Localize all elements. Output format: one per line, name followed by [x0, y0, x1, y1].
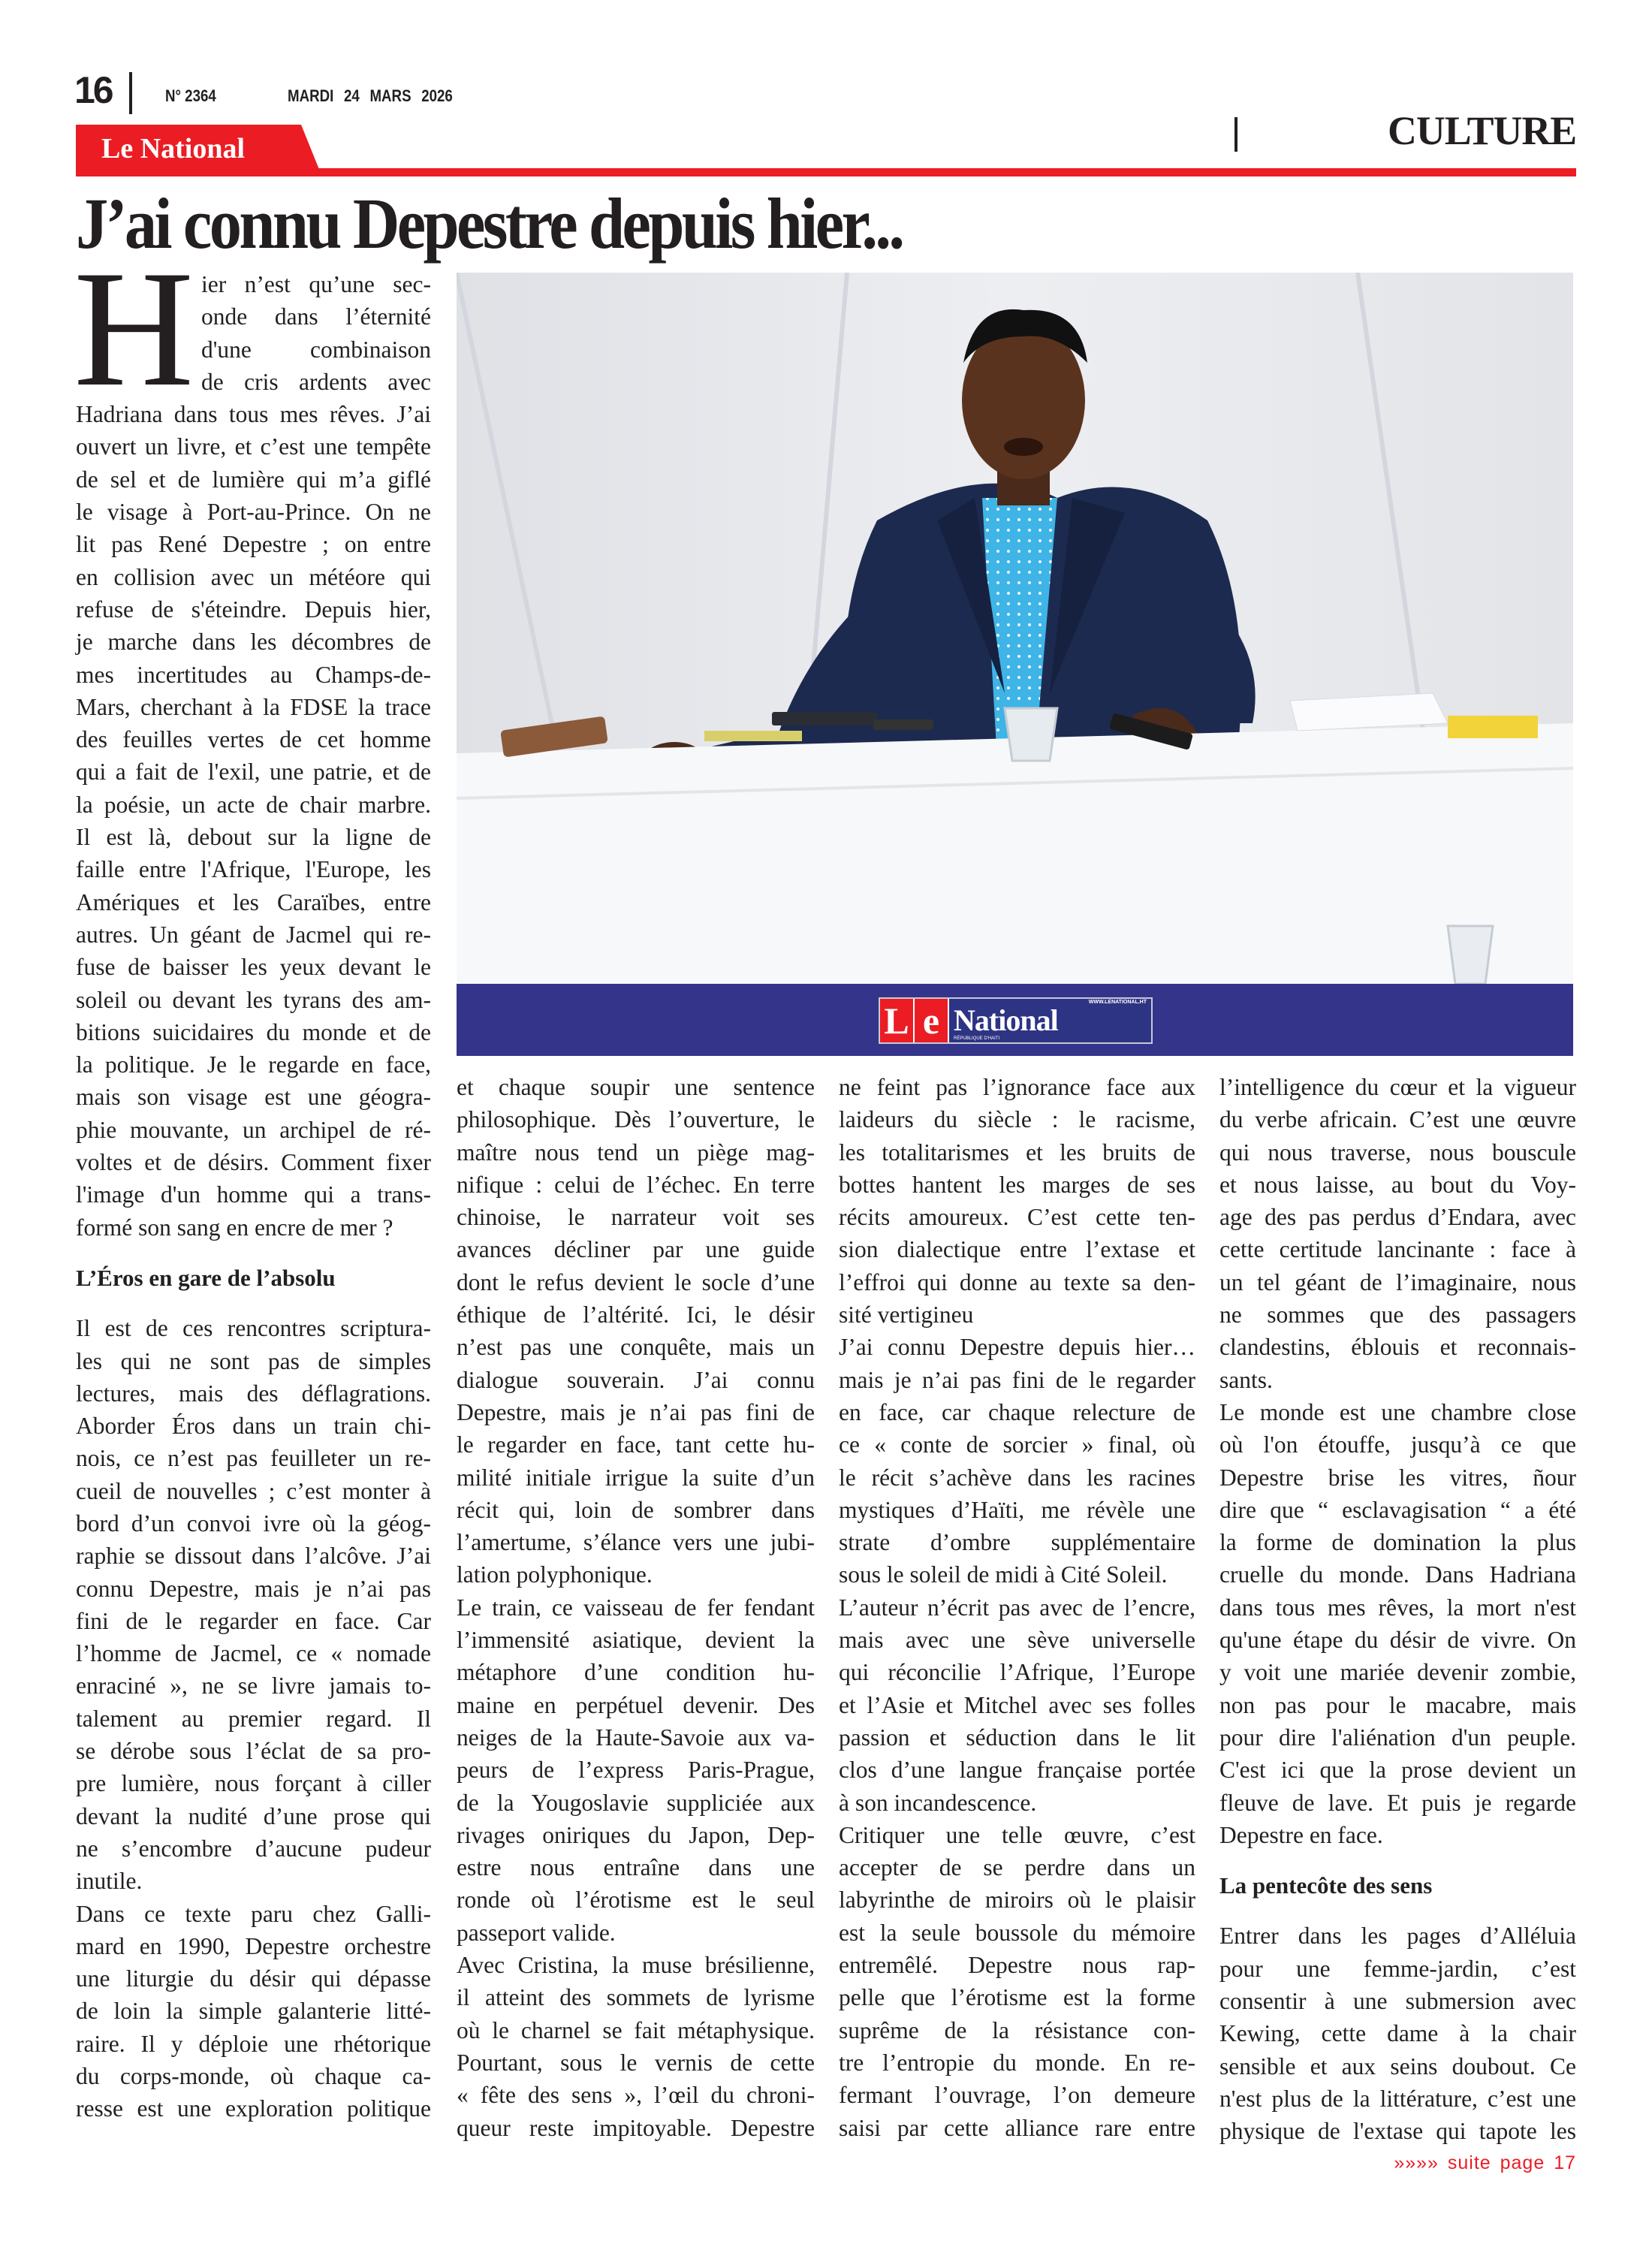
text-line: milité initiale irrigue la suite d’un — [457, 1464, 815, 1491]
text-line: et l’Asie et Mitchel avec ses folles — [839, 1691, 1195, 1718]
text-line: et nous laisse, au bout du Voy- — [1219, 1171, 1576, 1198]
text-line: laideurs du siècle : le racisme, — [839, 1106, 1195, 1133]
text-line: le visage à Port-au-Prince. On ne — [76, 499, 431, 526]
text-line: Aborder Éros dans un train chi- — [76, 1413, 431, 1440]
article-column-2 — [457, 1071, 815, 2144]
text-line: du verbe africain. C’est une œuvre — [1219, 1106, 1576, 1133]
text-line: autres. Un géant de Jacmel qui re- — [76, 921, 431, 948]
text-line: ce « conte de sorcier » final, où — [839, 1431, 1195, 1458]
text-line: ne s’encombre d’aucune pudeur — [76, 1835, 431, 1862]
subheading: L’Éros en gare de l’absolu — [76, 1264, 336, 1291]
masthead-label: Le National — [101, 133, 246, 164]
text-line: accepter de se perdre dans un — [839, 1854, 1195, 1881]
article-title: J’ai connu Depestre depuis hier... — [76, 183, 903, 264]
text-line: philosophique. Dès l’ouverture, le — [457, 1106, 815, 1133]
text-line: dont le refus devient le socle d’une — [457, 1268, 815, 1295]
paragraph — [1219, 1396, 1576, 1851]
text-line: saisi par cette alliance rare entre — [839, 2114, 1195, 2141]
paragraph — [76, 1312, 431, 1897]
text-line: qui nous traverse, nous bouscule — [1219, 1139, 1576, 1166]
text-line: peurs de l’express Paris-Prague, — [457, 1757, 815, 1784]
text-line: mard en 1990, Depestre orchestre — [76, 1932, 431, 1959]
text-line: avances décliner par une guide — [457, 1236, 815, 1263]
text-line: devant la nudité d’une prose qui — [76, 1802, 431, 1829]
text-line: ouvert un livre, et c’est une tempête — [76, 433, 431, 460]
article-photo — [457, 273, 1573, 984]
text-line: éthique de l’altérité. Ici, le désir — [457, 1301, 815, 1329]
text-line: inutile. — [76, 1868, 143, 1895]
text-line: n'est plus de la littérature, c’est une — [1219, 2085, 1576, 2112]
text-line: la politique. Je le regarde en face, — [76, 1051, 431, 1078]
text-line: de sel et de lumière qui m’a giflé — [76, 466, 431, 493]
text-line: lectures, mais des déflagrations. — [76, 1380, 431, 1407]
text-line: est la seule boussole du mémoire — [839, 1919, 1195, 1946]
issue-date: MARDI 24 MARS 2026 — [288, 86, 453, 105]
text-line: mais je n’ai pas fini de le regarder — [839, 1366, 1195, 1393]
text-line: estre nous entraîne dans une — [457, 1854, 815, 1881]
text-line: refuse de s'éteindre. Depuis hier, — [76, 596, 431, 623]
text-line: un tel géant de l’imaginaire, nous — [1219, 1268, 1576, 1295]
text-line: Hadriana dans tous mes rêves. J’ai — [76, 401, 431, 428]
text-line: Depestre brise les vitres, ñour — [1219, 1464, 1576, 1491]
text-line: bitions suicidaires du monde et de — [76, 1018, 431, 1045]
text-line: cette certitude lancinante : face à — [1219, 1236, 1576, 1263]
text-line: se dérobe sous l’éclat de sa pro- — [76, 1738, 431, 1765]
text-line: de la Yougoslavie suppliciée aux — [457, 1789, 815, 1816]
text-line: les totalitarismes et les bruits de — [839, 1139, 1195, 1166]
article-column-1 — [76, 268, 431, 2125]
text-line: pelle que l’érotisme est la forme — [839, 1984, 1195, 2011]
text-line: J’ai connu Depestre depuis hier… — [839, 1334, 1195, 1361]
logo-letter-e: e — [915, 999, 949, 1042]
continued-on-page-link[interactable]: »»»» suite page 17 — [1394, 2152, 1576, 2173]
text-line: C'est ici que la prose devient un — [1219, 1757, 1576, 1784]
text-line: pour une femme-jardin, c’est — [1219, 1955, 1576, 1982]
text-line: et chaque soupir une sentence — [457, 1074, 815, 1100]
text-line: des feuilles vertes de cet homme — [76, 726, 431, 753]
text-line: qui a fait de l'exil, une patrie, et de — [76, 759, 431, 786]
text-line: à son incandescence. — [839, 1789, 1037, 1816]
text-line: mes incertitudes au Champs-de- — [76, 661, 431, 688]
text-line: talement au premier regard. Il — [76, 1705, 431, 1732]
drop-cap: H — [74, 254, 194, 404]
text-line: Il est de ces rencontres scriptura- — [76, 1315, 431, 1342]
text-line: soleil ou devant les tyrans des am- — [76, 986, 431, 1013]
text-line: fini de le regarder en face. Car — [76, 1607, 431, 1634]
text-line: du corps-monde, où chaque ca- — [76, 2063, 431, 2090]
text-line: raire. Il y déploie une rhétorique — [76, 2030, 431, 2057]
text-line: cruelle du monde. Dans Hadriana — [1219, 1561, 1576, 1588]
logo-name: National — [954, 1003, 1058, 1037]
text-line: queur reste impitoyable. Depestre — [457, 2114, 815, 2141]
text-line: ier n’est qu’une sec- — [201, 271, 431, 297]
text-line: pour dire l'aliénation d'un peuple. — [1219, 1724, 1576, 1751]
text-line: ne sommes que des passagers — [1219, 1301, 1576, 1329]
text-line: passeport valide. — [457, 1919, 616, 1946]
text-line: raphie se dissout dans l’alcôve. J’ai — [76, 1543, 431, 1570]
paragraph — [839, 1071, 1195, 1331]
text-line: clandestins, éblouis et reconnais- — [1219, 1334, 1576, 1361]
text-line: Kewing, cette dame à la chair — [1219, 2020, 1576, 2047]
photo-illustration — [457, 273, 1573, 984]
text-line: non pas pour le macabre, mais — [1219, 1691, 1576, 1718]
text-line: l’intelligence du cœur et la vigueur — [1219, 1074, 1576, 1100]
text-line: Depestre, mais je n’ai pas fini de — [457, 1398, 815, 1425]
text-line: voltes et de désirs. Comment fixer — [76, 1149, 431, 1176]
text-line: Mars, cherchant à la FDSE la trace — [76, 693, 431, 720]
text-line: la forme de domination la plus — [1219, 1529, 1576, 1556]
text-line: Entrer dans les pages d’Alléluia — [1219, 1923, 1576, 1950]
paragraph — [457, 1591, 815, 1949]
text-line: dans tous mes rêves, la mort n'est — [1219, 1594, 1576, 1621]
text-line: Dans ce texte paru chez Galli- — [76, 1900, 431, 1927]
text-line: age des pas perdus d’Endara, avec — [1219, 1204, 1576, 1231]
logo-url: WWW.LENATIONAL.HT — [1088, 1000, 1147, 1005]
text-line: formé son sang en encre de mer ? — [76, 1214, 393, 1241]
paragraph — [1219, 1071, 1576, 1396]
logo-tagline: RÉPUBLIQUE D'HAITI — [954, 1036, 1000, 1041]
text-line: y voit une mariée devenir zombie, — [1219, 1659, 1576, 1686]
text-line: physique de l'extase qui tapote les — [1219, 2118, 1576, 2145]
text-line: l’immensité asiatique, devient la — [457, 1627, 815, 1654]
text-line: Critiquer une telle œuvre, c’est — [839, 1821, 1195, 1848]
text-line: entremêlé. Depestre nous rap- — [839, 1952, 1195, 1979]
text-line: ne feint pas l’ignorance face aux — [839, 1074, 1195, 1100]
paragraph — [1219, 1920, 1576, 2147]
paragraph — [839, 1331, 1195, 1591]
text-line: phie mouvante, un archipel de ré- — [76, 1116, 431, 1143]
header-divider — [129, 72, 132, 114]
text-line: cueil de nouvelles ; c’est monter à — [76, 1477, 431, 1504]
text-line: d'une combinaison — [201, 336, 431, 363]
text-line: où l'on étouffe, jusqu’à ce que — [1219, 1431, 1576, 1458]
text-line: fermant l’ouvrage, l’on demeure — [839, 2082, 1195, 2109]
text-line: sité vertigineu — [839, 1301, 974, 1329]
text-line: le récit s’achève dans les racines — [839, 1464, 1195, 1491]
text-line: Le train, ce vaisseau de fer fendant — [457, 1594, 815, 1621]
text-line: maître nous tend un piège mag- — [457, 1139, 815, 1166]
paragraph — [839, 1819, 1195, 2144]
text-line: le regarder en face, tant cette hu- — [457, 1431, 815, 1458]
text-line: pre lumière, nous forçant à ciller — [76, 1770, 431, 1797]
text-line: fleuve de lave. Et puis je regarde — [1219, 1789, 1576, 1816]
text-line: il atteint des sommets de lyrisme — [457, 1984, 815, 2011]
text-line: l’amertume, s’élance vers une jubi- — [457, 1529, 815, 1556]
text-line: sants. — [1219, 1366, 1273, 1393]
text-line: bord d’un convoi ivre où la géog- — [76, 1510, 431, 1537]
text-line: sion dialectique entre l’extase et — [839, 1236, 1195, 1263]
paragraph — [76, 1898, 431, 2125]
text-line: dire que “ esclavagisation “ a été — [1219, 1496, 1576, 1523]
paragraph — [76, 268, 431, 1244]
text-line: faille entre l'Afrique, l'Europe, les — [76, 856, 431, 883]
text-line: fuse de baisser les yeux devant le — [76, 954, 431, 981]
text-line: Depestre en face. — [1219, 1821, 1383, 1848]
text-line: mais son visage est une géogra- — [76, 1084, 431, 1111]
text-line: nois, ce n’est pas feuilleter un re- — [76, 1445, 431, 1472]
text-line: en face, car chaque relecture de — [839, 1398, 1195, 1425]
paragraph — [839, 1591, 1195, 1819]
text-line: Amériques et les Caraïbes, entre — [76, 888, 431, 915]
text-line: Le monde est une chambre close — [1219, 1398, 1576, 1425]
text-line: n’est pas une conquête, mais un — [457, 1334, 815, 1361]
text-line: bottes hantent les marges de ses — [839, 1171, 1195, 1198]
text-line: lation polyphonique. — [457, 1561, 653, 1588]
text-line: la poésie, un acte de chair marbre. — [76, 791, 431, 818]
text-line: nifique : celui de l’échec. En terre — [457, 1171, 815, 1198]
text-line: maine en perpétuel devenir. Des — [457, 1691, 815, 1718]
text-line: l'image d'un homme qui a trans- — [76, 1181, 431, 1208]
le-national-logo — [879, 997, 1153, 1044]
text-line: rivages oniriques du Japon, Dep- — [457, 1821, 815, 1848]
article-column-4 — [1219, 1071, 1576, 2148]
article-column-3 — [839, 1071, 1195, 2144]
text-line: labyrinthe de miroirs où le plaisir — [839, 1887, 1195, 1914]
text-line: clos d’une langue française portée — [839, 1757, 1195, 1784]
text-line: sous le soleil de midi à Cité Soleil. — [839, 1561, 1168, 1588]
subheading: La pentecôte des sens — [1219, 1872, 1433, 1899]
text-line: resse est une exploration politique — [76, 2095, 431, 2122]
logo-name-box — [949, 999, 1151, 1042]
header-rule — [76, 168, 1576, 176]
text-line: métaphore d’une condition hu- — [457, 1659, 815, 1686]
text-line: Avec Cristina, la muse brésilienne, — [457, 1952, 815, 1979]
section-label: CULTURE — [1388, 108, 1577, 153]
text-line: onde dans l’éternité — [201, 303, 431, 330]
text-line: en collision avec un météore qui — [76, 563, 431, 590]
text-line: où le charnel se fait métaphysique. — [457, 2016, 815, 2043]
text-line: Pourtant, sous le vernis de cette — [457, 2049, 815, 2076]
text-line: je marche dans les décombres de — [76, 629, 431, 656]
text-line: qu'une étape du désir de vivre. On — [1219, 1627, 1576, 1654]
issue-number: N° 2364 — [165, 86, 216, 105]
text-line: chinoise, le narrateur voit ses — [457, 1204, 815, 1231]
text-line: de cris ardents avec — [201, 368, 431, 395]
text-line: suprême de la résistance con- — [839, 2016, 1195, 2043]
text-line: de loin la simple galanterie litté- — [76, 1998, 431, 2025]
section-divider — [1234, 117, 1237, 152]
text-line: consentir à une submersion avec — [1219, 1988, 1576, 2015]
text-line: qui réconcilie l’Afrique, l’Europe — [839, 1659, 1195, 1686]
text-line: connu Depestre, mais je n’ai pas — [76, 1575, 431, 1602]
text-line: les qui ne sont pas de simples — [76, 1347, 431, 1374]
text-line: « fête des sens », l’œil du chroni- — [457, 2082, 815, 2109]
text-line: enraciné », ne se livre jamais to- — [76, 1672, 431, 1700]
text-line: l’homme de Jacmel, ce « nomade — [76, 1640, 431, 1667]
text-line: récits amoureux. C’est cette ten- — [839, 1204, 1195, 1231]
text-line: ronde où l’érotisme est le seul — [457, 1887, 815, 1914]
text-line: sensible et aux seins doubout. Ce — [1219, 2052, 1576, 2080]
page-number: 16 — [74, 69, 112, 111]
text-line: L’auteur n’écrit pas avec de l’encre, — [839, 1594, 1195, 1621]
text-line: lit pas René Depestre ; on entre — [76, 531, 431, 558]
text-line: récit qui, loin de sombrer dans — [457, 1496, 815, 1523]
paragraph — [457, 1071, 815, 1591]
text-line: passion et séduction dans le lit — [839, 1724, 1195, 1751]
text-line: une liturgie du désir qui dépasse — [76, 1965, 431, 1992]
logo-letter-l: L — [880, 999, 915, 1042]
text-line: neiges de la Haute-Savoie aux va- — [457, 1724, 815, 1751]
text-line: l’effroi qui donne au texte sa den- — [839, 1268, 1195, 1295]
text-line: Il est là, debout sur la ligne de — [76, 824, 431, 851]
text-line: tre l’entropie du monde. En re- — [839, 2049, 1195, 2076]
text-line: dialogue souverain. J’ai connu — [457, 1366, 815, 1393]
text-line: mais avec une sève universelle — [839, 1627, 1195, 1654]
text-line: mystiques d’Haïti, me révèle une — [839, 1496, 1195, 1523]
text-line: strate d’ombre supplémentaire — [839, 1529, 1195, 1556]
paragraph — [457, 1949, 815, 2144]
